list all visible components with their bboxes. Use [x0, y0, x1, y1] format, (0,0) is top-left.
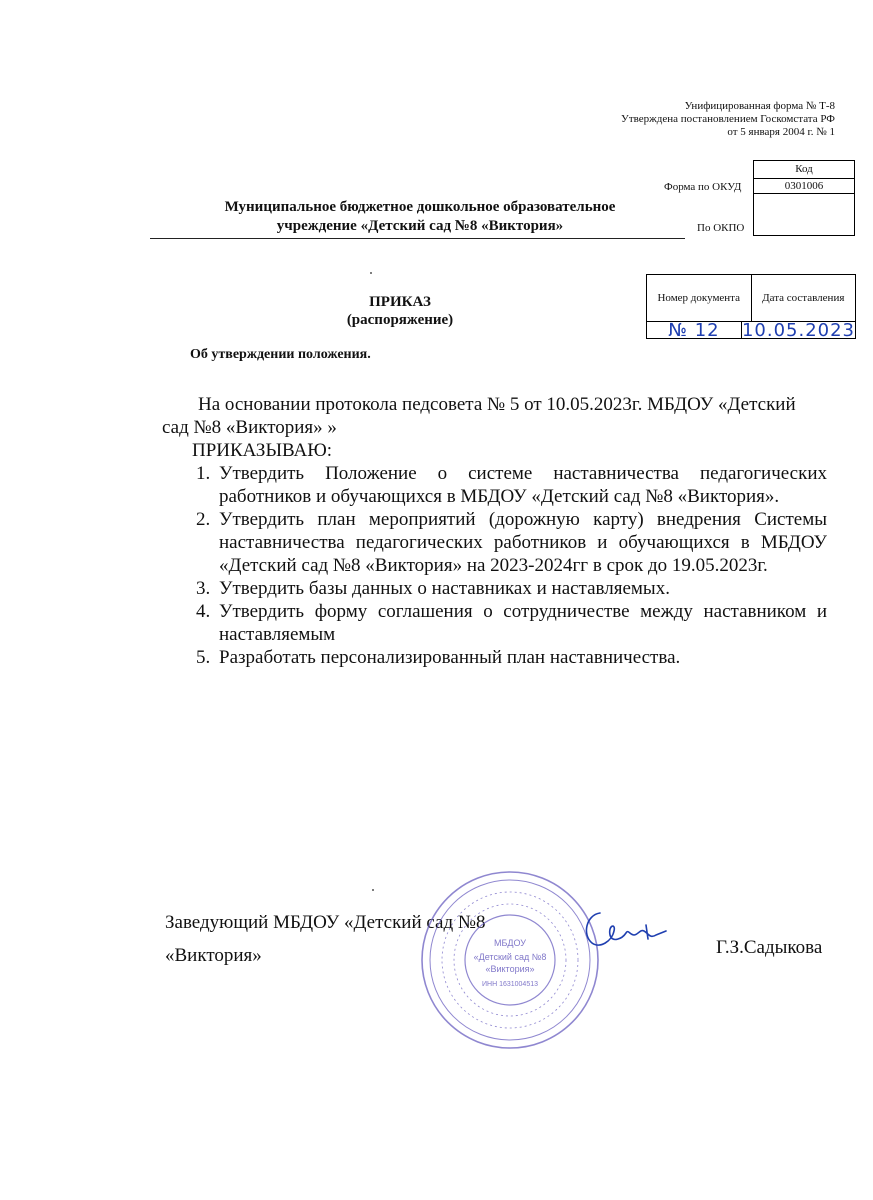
document-date: 10.05.2023 [741, 320, 855, 341]
date-header: Дата составления [751, 275, 856, 321]
signer-title-line2: «Виктория» [165, 945, 262, 966]
intro-paragraph: На основании протокола педсовета № 5 от 10.05.2023г. МБДОУ «Детский сад №8 «Виктория» » [162, 394, 796, 438]
order-title [300, 293, 500, 329]
stamp-center-text: «Детский сад №8 [473, 952, 547, 962]
handwritten-signature [578, 905, 678, 955]
form-note [621, 100, 835, 139]
order-title-main: ПРИКАЗ [369, 294, 431, 310]
stamp-inn-text: ИНН 1631004513 [481, 981, 539, 988]
number-header: Номер документа [657, 292, 741, 304]
speck [372, 889, 374, 891]
organization-name [150, 198, 690, 236]
signer-title-line1: Заведующий МБДОУ «Детский сад №8 [165, 912, 486, 933]
signer-name: Г.З.Садыкова [716, 937, 823, 958]
order-item: 1. Утвердить Положение о системе наставничества педагогических работников и обучающихся в МБДОУ «Детский сад №8 «Виктория». [215, 462, 827, 508]
order-word: ПРИКАЗЫВАЮ: [192, 440, 333, 461]
order-item: 2. Утвердить план мероприятий (дорожную карту) внедрения Системы наставничества педагогических работников и обучающихся в МБДОУ «Детский сад №8 «Виктория» на 2023-2024гг в срок до 19.05.2023г. [215, 508, 827, 577]
organization-underline [150, 238, 685, 239]
order-body [162, 393, 827, 669]
stamp-center-text: «Виктория» [485, 964, 535, 974]
organization-line1: Муниципальное бюджетное дошкольное образовательное [224, 199, 616, 215]
code-box [753, 160, 855, 236]
okpo-label: По ОКПО [697, 222, 745, 234]
form-note-line2: Утверждена постановлением Госкомстата РФ [621, 113, 835, 125]
code-header: Код [754, 161, 854, 179]
order-item: 5. Разработать персонализированный план наставничества. [215, 646, 827, 669]
organization-stamp [418, 868, 602, 1052]
order-title-sub: (распоряжение) [346, 312, 454, 328]
form-note-line1: Унифицированная форма № Т-8 [684, 100, 835, 112]
signature-stroke [586, 913, 666, 945]
organization-line2: учреждение «Детский сад №8 «Виктория» [276, 218, 564, 234]
stamp-center-text: МБДОУ [493, 938, 527, 948]
speck [370, 272, 372, 274]
document-number-table [646, 274, 856, 339]
order-items [162, 462, 827, 669]
okud-label: Форма по ОКУД [664, 181, 742, 193]
okud-value: 0301006 [754, 179, 854, 194]
form-note-line3: от 5 января 2004 г. № 1 [727, 126, 835, 138]
order-subject: Об утверждении положения. [190, 347, 371, 362]
order-item: 3. Утвердить базы данных о наставниках и наставляемых. [215, 577, 827, 600]
document-number: № 12 [668, 320, 720, 341]
order-item: 4. Утвердить форму соглашения о сотрудничестве между наставником и наставляемым [215, 600, 827, 646]
